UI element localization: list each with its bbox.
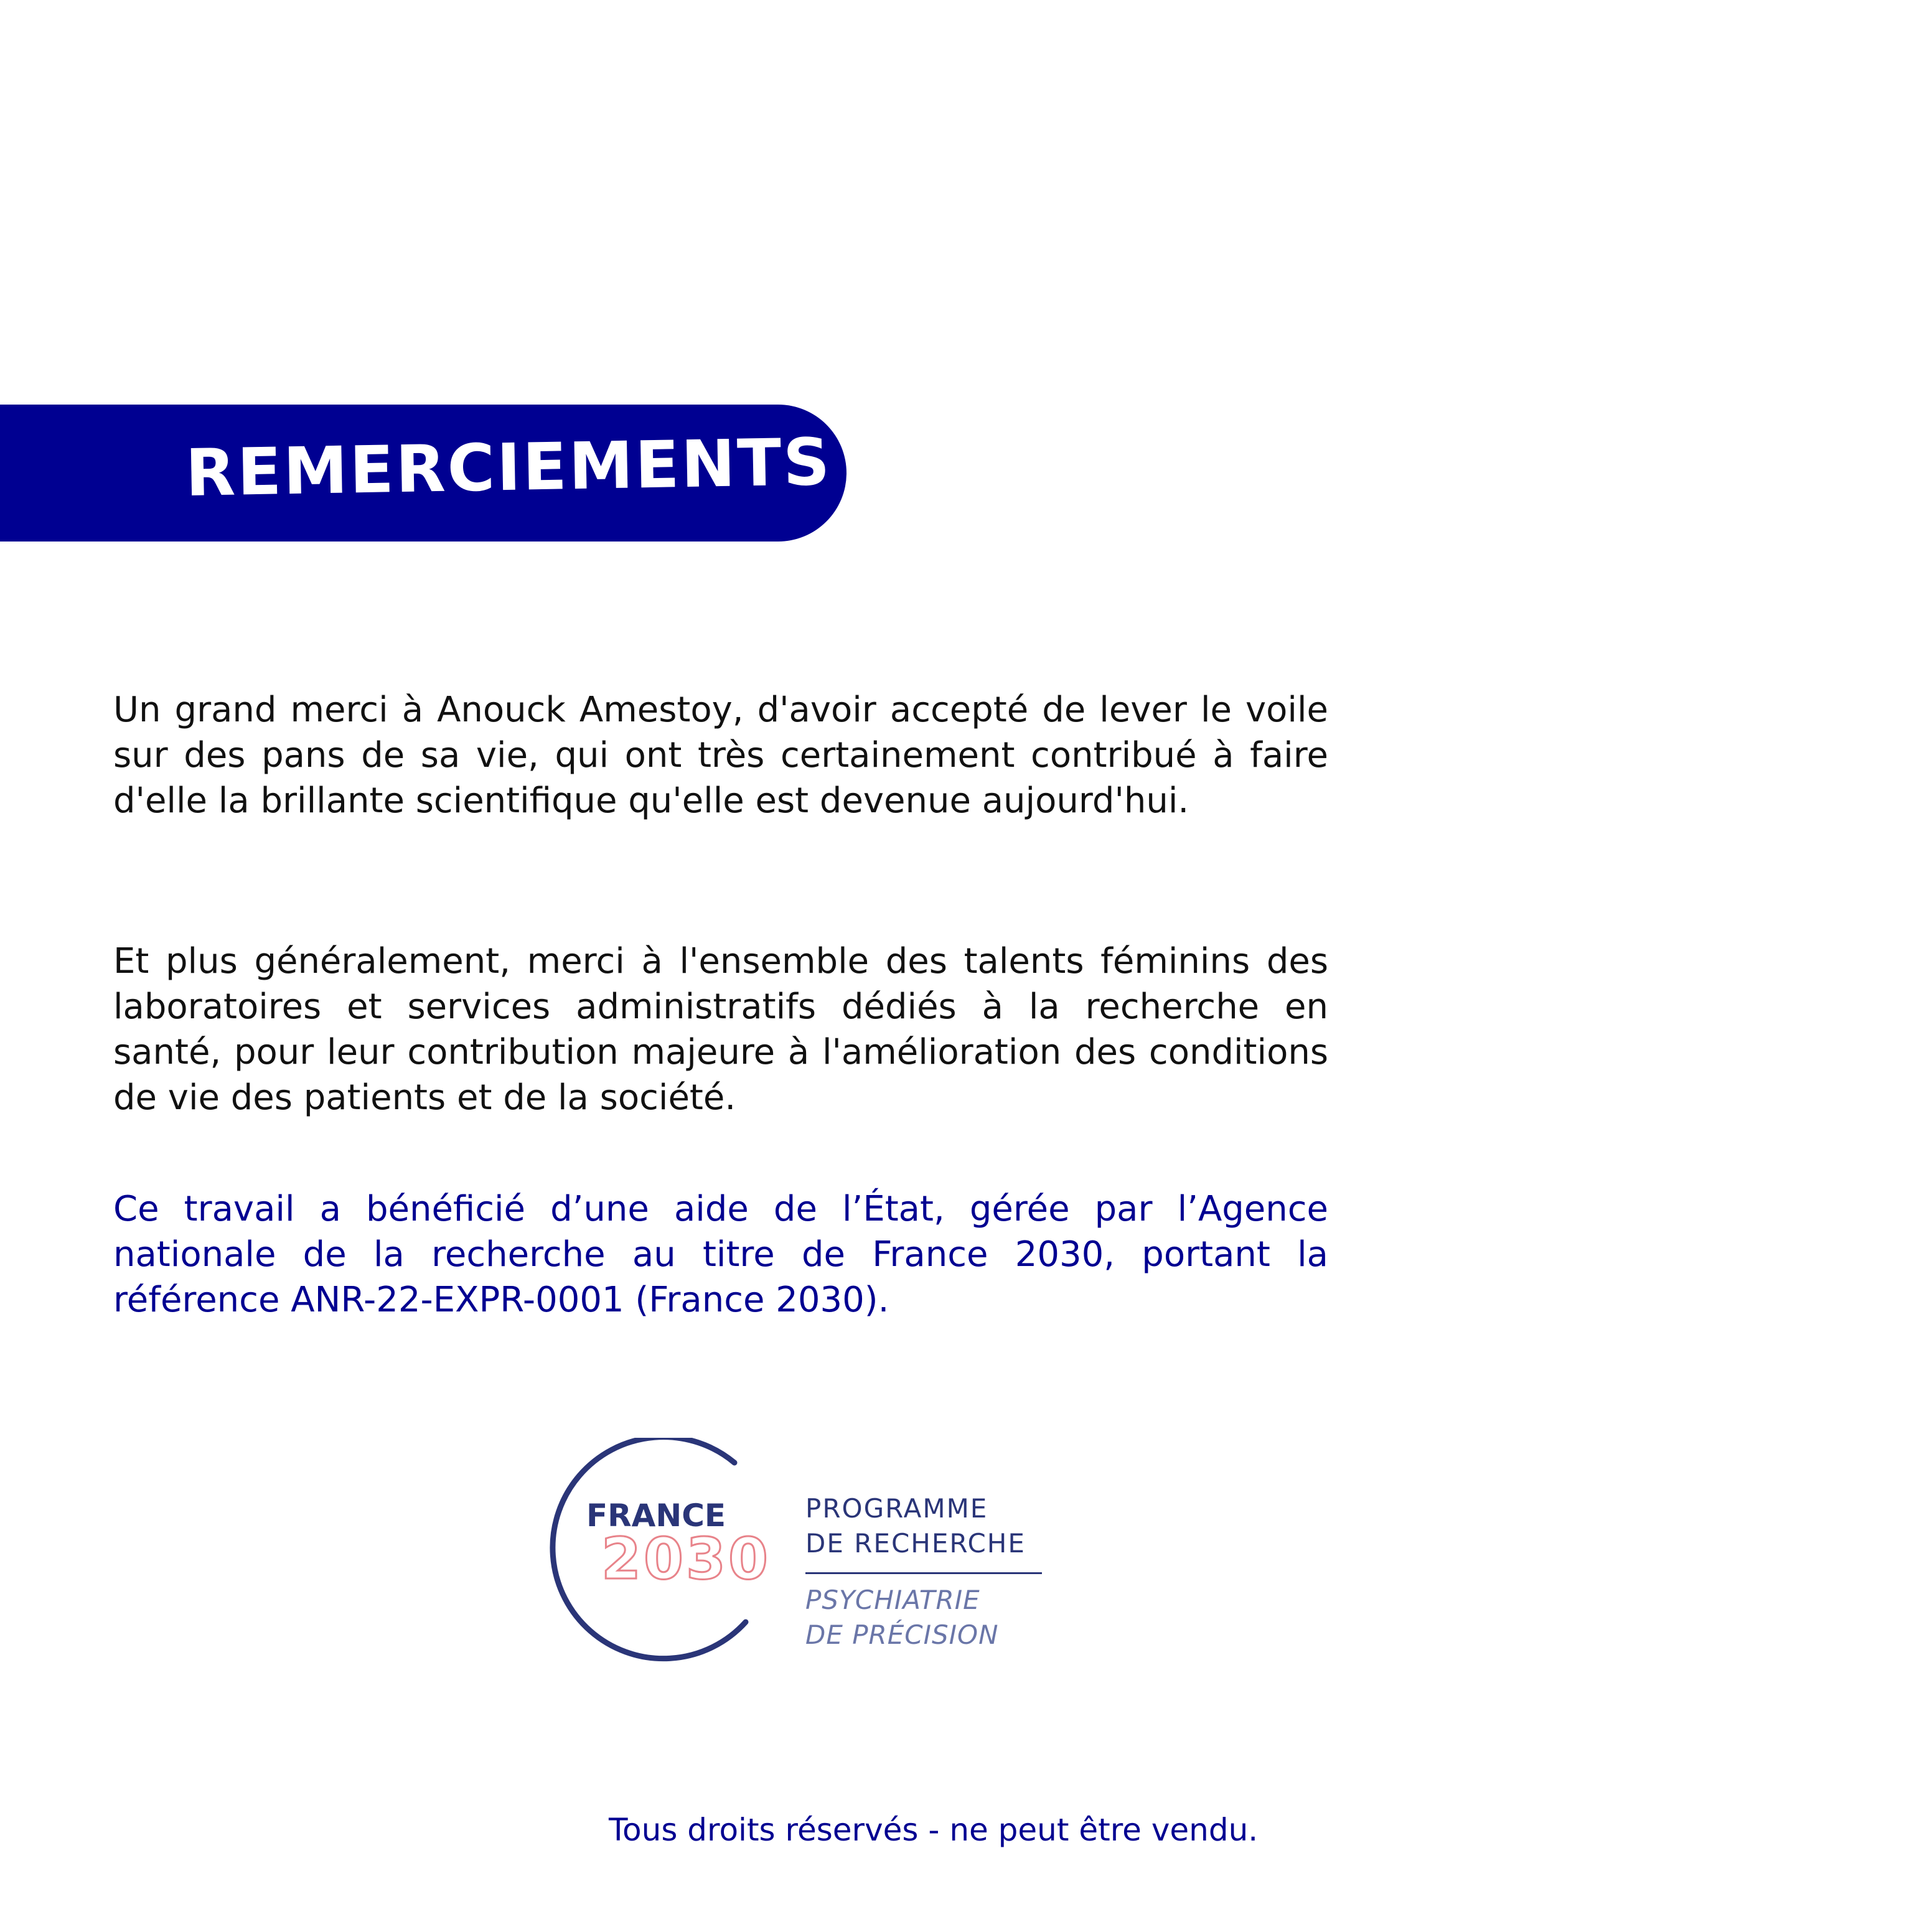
logo-line-psychiatrie: PSYCHIATRIE (805, 1585, 980, 1615)
logo-line-precision: DE PRÉCISION (805, 1620, 999, 1650)
logo-line-programme: PROGRAMME (805, 1493, 988, 1524)
logo-mark-word: FRANCE (586, 1498, 726, 1534)
funding-paragraph: Ce travail a bénéficié d’une aide de l’État, gérée par l’Agence nationale de la recherche au titre de France 2030, portant la référence ANR-22-EXPR-0001 (France 2030). (113, 1189, 1328, 1320)
page-title: REMERCIEMENTS (184, 423, 833, 511)
logo-divider (805, 1572, 1042, 1574)
logo-mark-year: 2030 (601, 1526, 771, 1592)
logo-text-block (805, 1491, 1061, 1653)
copyright-notice: Tous droits réservés - ne peut être vendu. (609, 1812, 1259, 1848)
acknowledgement-paragraph-2: Et plus généralement, merci à l'ensemble des talents féminins des laboratoires et services administratifs dédiés à la recherche en santé, pour leur contribution majeure à l'amélioration des conditions de vie des patients et de la société. (113, 941, 1328, 1118)
france-2030-logo (548, 1438, 1058, 1668)
acknowledgement-paragraph-1: Un grand merci à Anouck Amestoy, d'avoir accepté de lever le voile sur des pans de sa vie, qui ont très certainement contribué à faire d'elle la brillante scientifique qu'elle est devenue aujourd'hui. (113, 690, 1328, 821)
logo-line-recherche: DE RECHERCHE (805, 1528, 1026, 1559)
france-2030-emblem (548, 1438, 784, 1668)
title-banner (0, 405, 846, 542)
